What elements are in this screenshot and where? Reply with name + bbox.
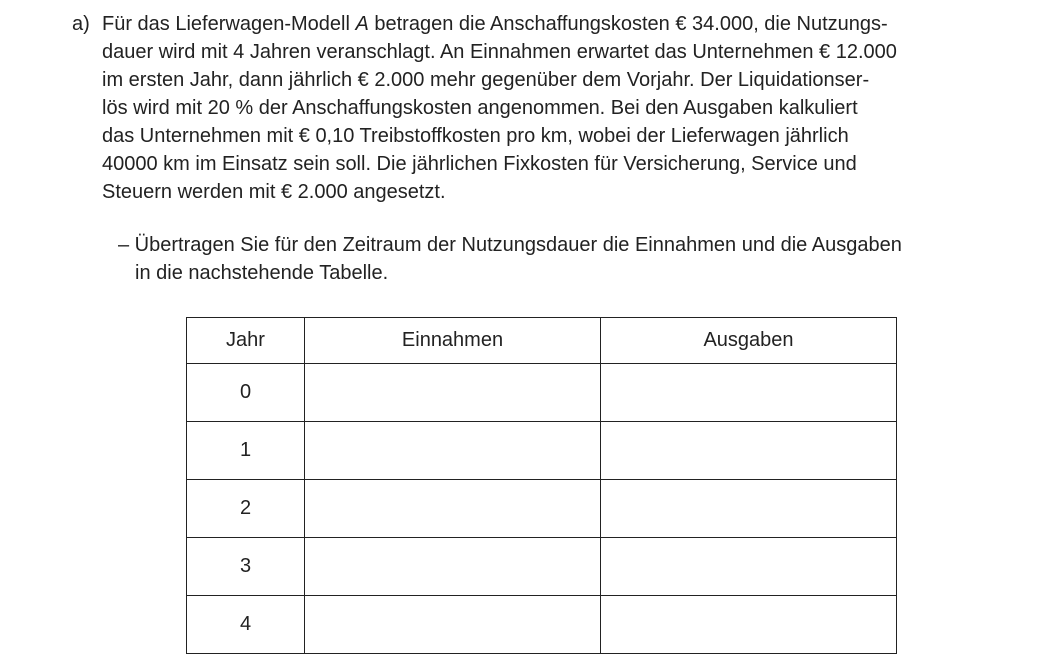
cell-jahr: 4: [187, 596, 305, 654]
cell-jahr: 0: [187, 364, 305, 422]
cell-ausgaben[interactable]: [601, 364, 897, 422]
instruction: [118, 231, 1018, 287]
model-letter: A: [355, 13, 369, 35]
table-row: [187, 422, 897, 480]
cell-einnahmen[interactable]: [305, 422, 601, 480]
cell-einnahmen[interactable]: [305, 538, 601, 596]
task-label: a): [72, 13, 90, 35]
task-line-5: das Unternehmen mit € 0,10 Treibstoffkosten pro km, wobei der Lieferwagen jährlich: [102, 125, 849, 147]
task-line-6: 40000 km im Einsatz sein soll. Die jährlichen Fixkosten für Versicherung, Service und: [102, 153, 857, 175]
header-jahr: Jahr: [187, 318, 305, 364]
cell-jahr: 3: [187, 538, 305, 596]
table-header-row: [187, 318, 897, 364]
header-einnahmen: Einnahmen: [305, 318, 601, 364]
cell-jahr: 1: [187, 422, 305, 480]
cell-ausgaben[interactable]: [601, 422, 897, 480]
cell-ausgaben[interactable]: [601, 538, 897, 596]
header-ausgaben: Ausgaben: [601, 318, 897, 364]
cell-einnahmen[interactable]: [305, 596, 601, 654]
table-row: [187, 596, 897, 654]
answer-table: [186, 317, 897, 654]
cell-einnahmen[interactable]: [305, 480, 601, 538]
table-row: [187, 364, 897, 422]
table-row: [187, 480, 897, 538]
cell-einnahmen[interactable]: [305, 364, 601, 422]
instruction-line-2: in die nachstehende Tabelle.: [135, 262, 389, 284]
task-line-1-start: Für das Lieferwagen-Modell: [102, 13, 356, 35]
task-text: [102, 10, 1002, 206]
task-line-4: lös wird mit 20 % der Anschaffungskosten angenommen. Bei den Ausgaben kalkuliert: [102, 97, 858, 119]
task-line-1: [102, 10, 1002, 38]
cell-ausgaben[interactable]: [601, 596, 897, 654]
task-line-3: im ersten Jahr, dann jährlich € 2.000 mehr gegenüber dem Vorjahr. Der Liquidationser-: [102, 69, 870, 91]
instruction-line-1: – Übertragen Sie für den Zeitraum der Nutzungsdauer die Einnahmen und die Ausgaben: [118, 234, 902, 256]
task-line-7: Steuern werden mit € 2.000 angesetzt.: [102, 181, 446, 203]
cell-ausgaben[interactable]: [601, 480, 897, 538]
task-line-1-rest: betragen die Anschaffungskosten € 34.000, die Nutzungs-: [368, 13, 888, 35]
cell-jahr: 2: [187, 480, 305, 538]
task-line-2: dauer wird mit 4 Jahren veranschlagt. An Einnahmen erwartet das Unternehmen € 12.000: [102, 41, 897, 63]
table-row: [187, 538, 897, 596]
